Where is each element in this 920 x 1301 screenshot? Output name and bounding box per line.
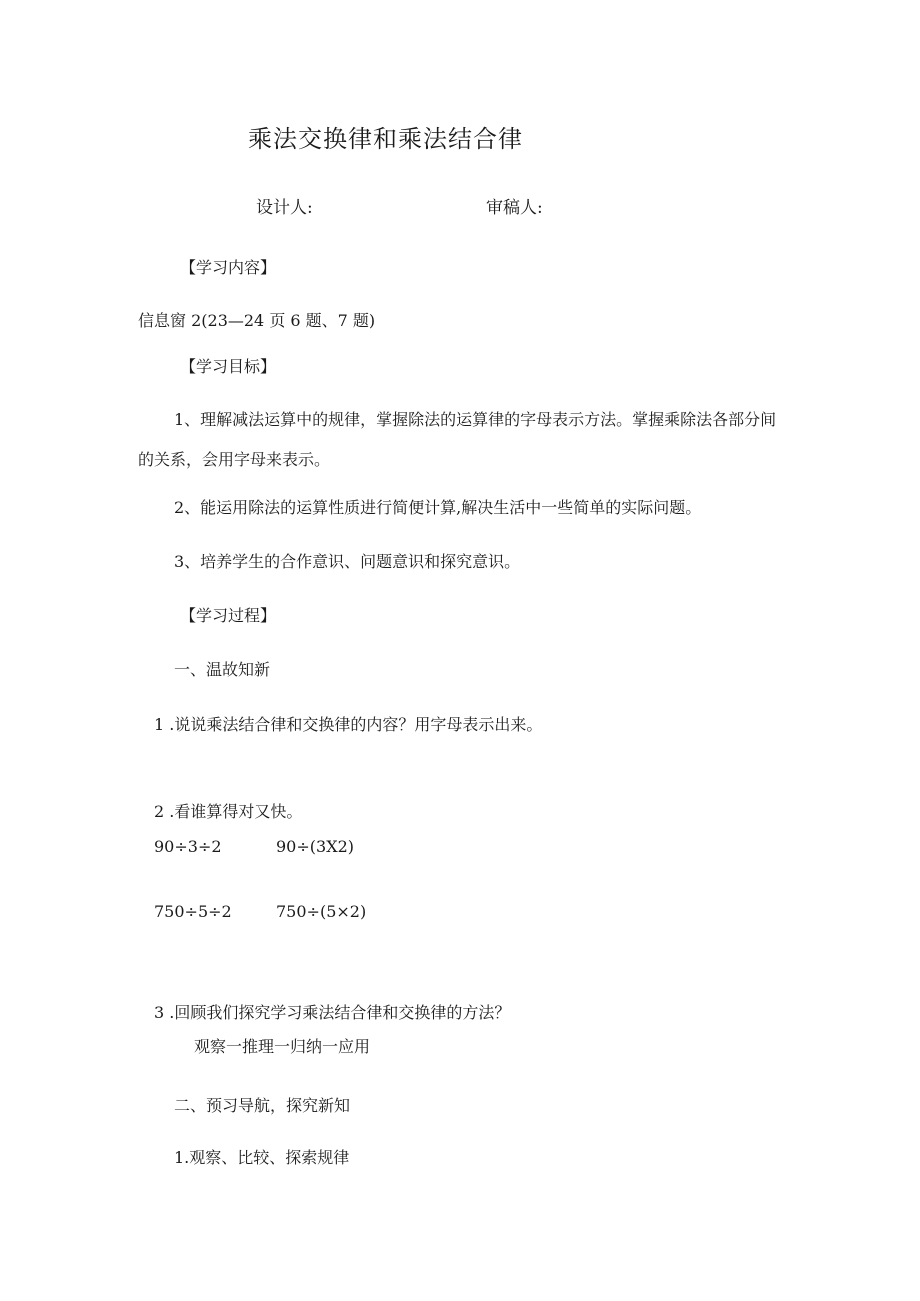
reviewer-label: 审稿人: bbox=[486, 198, 543, 218]
part2-heading: 二、预习导航，探究新知 bbox=[174, 1096, 351, 1115]
exercise-2-right: 750÷(5×2) bbox=[276, 902, 367, 921]
exercise-1-left: 90÷3÷2 bbox=[154, 837, 222, 856]
learning-goal-2: 2、能运用除法的运算性质进行简便计算,解决生活中一些简单的实际问题。 bbox=[174, 498, 702, 517]
part2-item-1: 1.观察、比较、探索规律 bbox=[174, 1148, 350, 1167]
learning-goal-3: 3、培养学生的合作意识、问题意识和探究意识。 bbox=[174, 552, 521, 571]
learning-goal-1: 1、理解减法运算中的规律，掌握除法的运算律的字母表示方法。掌握乘除法各部分间的关系，会用字母来表示。 bbox=[138, 410, 777, 469]
question-1: 1 .说说乘法结合律和交换律的内容？用字母表示出来。 bbox=[154, 715, 543, 734]
learning-process-heading: 【学习过程】 bbox=[180, 606, 277, 625]
part1-heading: 一、温故知新 bbox=[174, 660, 271, 679]
question-3: 3 .回顾我们探究学习乘法结合律和交换律的方法？ bbox=[154, 1003, 511, 1022]
learning-content-heading: 【学习内容】 bbox=[180, 258, 277, 277]
question-2: 2 .看谁算得对又快。 bbox=[154, 802, 303, 821]
question-3-answer: 观察一推理一归纳一应用 bbox=[194, 1037, 371, 1056]
learning-goals-heading: 【学习目标】 bbox=[180, 357, 277, 376]
page-title: 乘法交换律和乘法结合律 bbox=[248, 125, 523, 153]
designer-label: 设计人: bbox=[256, 198, 313, 218]
exercise-2-left: 750÷5÷2 bbox=[154, 902, 232, 921]
learning-content-text: 信息窗 2(23—24 页 6 题、7 题) bbox=[138, 311, 376, 330]
exercise-1-right: 90÷(3X2) bbox=[276, 837, 354, 856]
